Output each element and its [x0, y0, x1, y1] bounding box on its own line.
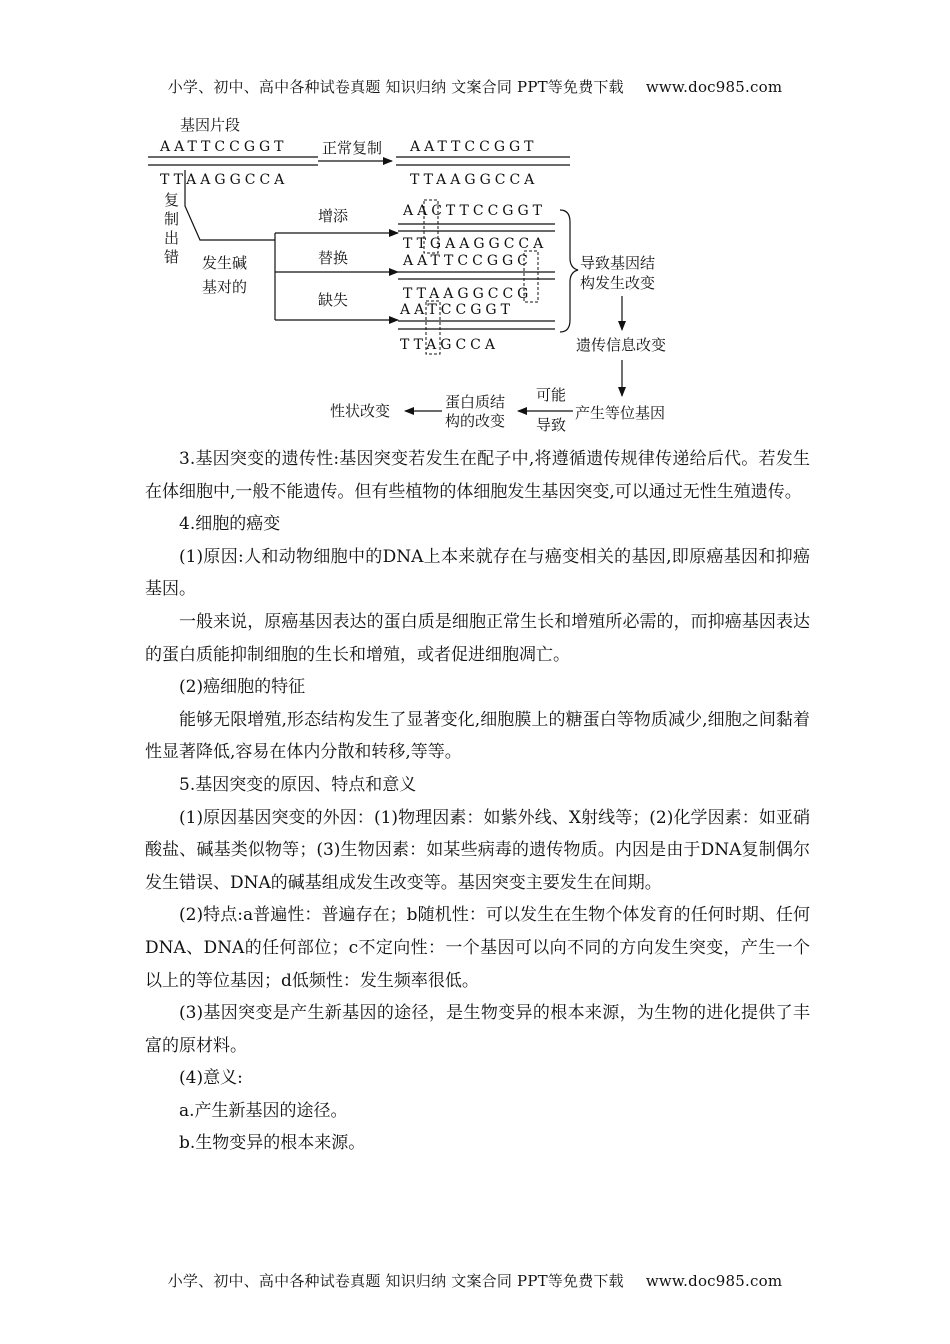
addition-label: 增添: [318, 207, 349, 225]
header-text: 小学、初中、高中各种试卷真题 知识归纳 文案合同 PPT等免费下载: [167, 78, 624, 96]
possible-label: 可能: [536, 386, 567, 404]
replication-error-char-2: 制: [164, 210, 180, 228]
para-new-gene: (3)基因突变是产生新基因的途径，是生物变异的根本来源，为生物的进化提供了丰富的原材料。: [145, 1003, 810, 1056]
heading-mutation: 5.基因突变的原因、特点和意义: [179, 774, 417, 795]
cause-label: 导致: [536, 416, 567, 434]
para-oncogene: 一般来说，原癌基因表达的蛋白质是细胞正常生长和增殖所必需的，而抑癌基因表达的蛋白质能抑制细胞的生长和增殖，或者促进细胞凋亡。: [145, 611, 810, 665]
allele-label: 产生等位基因: [575, 404, 666, 422]
copy-bottom-strand: TTAAGGCCA: [410, 172, 539, 188]
replication-error-char-1: 复: [164, 191, 180, 209]
trait-change-label: 性状改变: [330, 402, 391, 420]
heading-significance: (4)意义:: [179, 1068, 243, 1089]
list-item-b: b.生物变异的根本来源。: [179, 1133, 366, 1154]
para-cancer-features: 能够无限增殖,形态结构发生了显著变化,细胞膜上的糖蛋白等物质减少,细胞之间黏着性显著降低,容易在体内分散和转移,等等。: [145, 709, 810, 763]
structure-change-label-2: 构发生改变: [580, 274, 656, 292]
structure-change-label-1: 导致基因结: [580, 254, 656, 272]
substitution-label: 替换: [318, 249, 349, 267]
replication-error-char-4: 错: [164, 248, 180, 266]
para-heredity: 3.基因突变的遗传性:基因突变若发生在配子中,将遵循遗传规律传递给后代。若发生在体细胞中,一般不能遗传。但有些植物的体细胞发生基因突变,可以通过无性生殖遗传。: [145, 449, 810, 502]
deletion-label: 缺失: [318, 291, 349, 309]
para-cause: (1)原因:人和动物细胞中的DNA上本来就存在与癌变相关的基因,即原癌基因和抑癌基因。: [145, 546, 810, 600]
protein-label-1: 蛋白质结: [445, 393, 506, 411]
copy-top-strand: AATTCCGGT: [410, 139, 538, 155]
substitution-top-strand: AATTCCGGC: [403, 253, 532, 269]
gene-fragment-label: 基因片段: [180, 116, 241, 134]
deletion-bottom-strand: TTAGCCA: [400, 337, 499, 353]
structure-brace: [560, 210, 578, 332]
list-item-a: a.产生新基因的途径。: [179, 1100, 348, 1121]
base-pair-label-1: 发生碱: [202, 254, 248, 272]
info-change-label: 遗传信息改变: [576, 336, 667, 354]
base-pair-label-2: 基对的: [202, 278, 248, 296]
substitution-bottom-strand: TTAAGGCCG: [403, 286, 533, 302]
addition-top-strand: AACTTCCGGT: [403, 203, 546, 219]
replication-error-char-3: 出: [164, 229, 180, 247]
page-footer: [0, 1270, 950, 1291]
heading-canceration: 4.细胞的癌变: [179, 514, 281, 535]
para-mutation-cause: (1)原因基因突变的外因：(1)物理因素：如紫外线、X射线等；(2)化学因素：如亚硝酸盐、碱基类似物等；(3)生物因素：如某些病毒的遗传物质。内因是由于DNA复制偶尔发生错误、DNA的碱基组成发生改变等。基因突变主要发生在间期。: [145, 807, 810, 893]
deletion-top-strand: AATCCGGT: [400, 302, 514, 318]
header-site: www.doc985.com: [645, 78, 783, 96]
original-top-strand: AATTCCGGT: [160, 139, 288, 155]
footer-site: www.doc985.com: [645, 1272, 783, 1290]
original-bottom-strand: TTAAGGCCA: [160, 172, 289, 188]
para-mutation-features: (2)特点:a普遍性：普遍存在；b随机性：可以发生在生物个体发育的任何时期、任何DNA、DNA的任何部位；c不定向性：一个基因可以向不同的方向发生突变，产生一个以上的等位基因；d低频性：发生频率很低。: [145, 905, 810, 991]
addition-bottom-strand: TTGAAGGCCA: [403, 236, 548, 252]
gene-mutation-diagram: [0, 0, 950, 440]
normal-replication-label: 正常复制: [322, 139, 383, 157]
heading-cancer-features: (2)癌细胞的特征: [179, 677, 306, 698]
protein-label-2: 构的改变: [445, 412, 506, 430]
footer-text: 小学、初中、高中各种试卷真题 知识归纳 文案合同 PPT等免费下载: [167, 1272, 624, 1290]
body-text: [145, 443, 810, 1160]
